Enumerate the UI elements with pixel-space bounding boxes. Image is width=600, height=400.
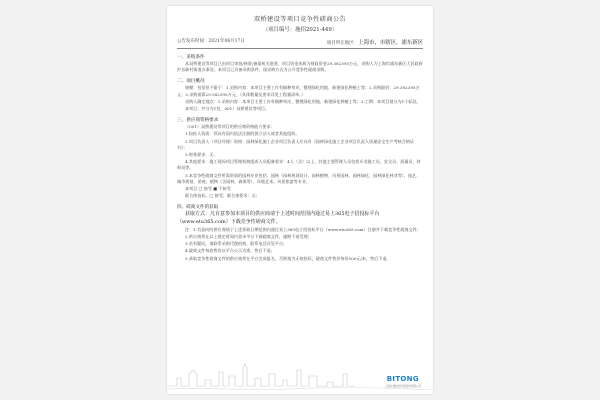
section-body: 采购人确定地点：1.采购内容：本项目主要工作有铺种草皮、整理绿化用地、新建绿化种植土等；2.工期：本项目划分为1个标段。 xyxy=(185,98,421,104)
requirement-item: 2.项目负责人（项目经理）资格：园林绿化施工企业项目负责人应具有《园林绿化施工企业项目负责人质量安全生产考核合格证书》； xyxy=(177,138,415,150)
document-title: 双桥建设等项目竞争性磋商公告 xyxy=(253,16,347,23)
note-item: 5.获取竞争性磋商文件的供应商须在平台完成报名，否则视为无效投标，磋商文件售价每份500元/本，售后不退。 xyxy=(185,255,391,261)
section-body: （001）双桥建设等项目的供应商资格能力要求： xyxy=(185,124,275,130)
section-heading: 一、采购条件 xyxy=(177,55,205,60)
note-item: 2.供应商须在以上规定时间内登录平台下载磋商文件，逾期不再受理； xyxy=(185,234,312,240)
acquisition-method: 获取方式：凡有意参加本项目的供应商请于上述时间范围内通过易上365电子招投标平台（www.etu365.com）下载竞争性磋商文件。 xyxy=(177,211,380,225)
section-heading: 四、磋商文件的获取 xyxy=(177,205,219,211)
requirement-item: 3.财务要求：无； xyxy=(185,152,218,158)
logo-mark: BITONG xyxy=(386,375,419,383)
section-body: 规模：包括但不限于：1.采购内容：本项目主要工作有铺种草皮、整理绿化用地、新建绿化种植土等；2.采购限价：29.382395万元；3.采购预算29.382395万元，（具体数量及要求详见工程量清单。） xyxy=(177,85,420,97)
publish-date: 公告发布时间：2021年06月17日 xyxy=(177,39,245,44)
requirement-item: 4.其他要求：施工现场项目管理机构组成人员配备要求：4人（含）以上，其他主要管理人员包括专业施工员、安全员、质量员、材料员等。 xyxy=(177,159,421,171)
footer-decoration xyxy=(167,356,433,394)
note-item: 3.若有疑问，请联系采购代理机构，联系电话详见平台； xyxy=(185,241,288,247)
section-heading: 二、项目概况 xyxy=(177,79,205,85)
consortium-requirement: 联合体投标。□ 接受；联合体要求：无； xyxy=(185,193,260,199)
note-item: 4.磋商文件每套售价以平台公示为准，售后不退； xyxy=(185,248,275,254)
section-body: 本双桥建设等项目已由项目审批/核准/备案机关批准，项目资金来源为财政资金29.382395万元，采购人为上海市浦东新区大民政府沪东新村街道办事处。本项目已具备采购条件，现采购方式为公开竞争性磋商采购。 xyxy=(177,61,423,73)
requirement-item: 1.投标人资质：须具有国内依法注册的独立法人或者其他组织。 xyxy=(185,131,300,137)
consortium-option: 本项目 □ 接受 ■ 不接受 xyxy=(185,186,231,192)
company-logo xyxy=(385,375,421,388)
section-heading: 三、供应商资格要求 xyxy=(177,118,219,124)
requirement-item: 5.本竞争性磋商文件所需资质的园林专业包括：园林（园林规划设计、园林植物、风景园林、园林绿化、园林绿化林业等）、园艺、城市规划、景观、植物（含园林、森保等）、环境艺术、风景旅游等专业。 xyxy=(177,172,421,184)
divider xyxy=(177,48,423,49)
location xyxy=(327,38,423,46)
project-number: （项目编号：施招2021-449） xyxy=(262,27,338,33)
document-page xyxy=(167,6,433,394)
section-body: 本项目：共分为1包，001）双桥建设等项目。 xyxy=(185,106,270,112)
meta-row xyxy=(177,38,423,46)
note-item: 注：1.有意向的供应商请于上述获取日期范围内通过易上365电子招投标平台（www.etu365.com）注册并下载竞争性磋商文件； xyxy=(185,226,421,232)
location-label: 项目所在地区： xyxy=(326,41,359,46)
location-value: 上海市，市辖区，浦东新区 xyxy=(358,40,423,46)
logo-subtitle: 上海比通信息科技股份有限公司 xyxy=(384,385,421,388)
